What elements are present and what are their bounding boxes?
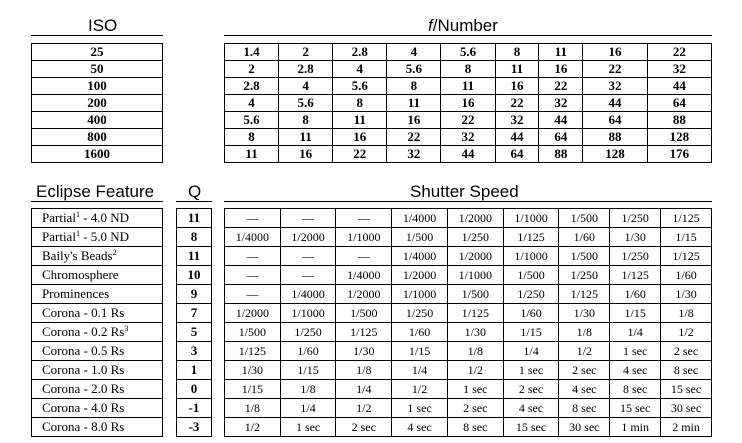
table-row [225,112,712,129]
table-row [225,95,712,112]
fnumber-cell: 128 [583,146,647,163]
fnumber-cell: 16 [495,78,539,95]
shutter-speed-cell: 1 sec [503,361,559,380]
table-row [32,361,163,380]
fnumber-cell: 22 [333,146,387,163]
shutter-speed-cell: 1/500 [336,304,392,323]
shutter-speed-cell: 1 sec [610,342,661,361]
shutter-speed-cell: — [225,247,281,266]
feature-name: Partial [42,229,76,244]
iso-cell: 25 [32,44,163,61]
feature-name: Corona - 4.0 Rs [42,400,125,415]
fnumber-cell: 88 [539,146,583,163]
shutter-speed-cell: 1/15 [503,323,559,342]
table-row [32,380,163,399]
shutter-speed-cell: — [336,209,392,228]
shutter-speed-cell: 1/8 [336,361,392,380]
shutter-speed-header: Shutter Speed [410,182,519,201]
table-row [32,78,163,95]
table-row [177,399,212,418]
fnumber-cell: 16 [441,95,495,112]
fnumber-cell: 11 [441,78,495,95]
table-row [225,418,712,437]
table-row [177,285,212,304]
q-cell: 3 [177,342,212,361]
shutter-speed-cell: 1/250 [610,247,661,266]
shutter-speed-cell: 4 sec [610,361,661,380]
shutter-speed-cell: 1/60 [503,304,559,323]
table-row [177,418,212,437]
shutter-speed-cell: 2 sec [336,418,392,437]
shutter-speed-cell: 1/250 [392,304,448,323]
shutter-speed-cell: 1/4 [503,342,559,361]
q-cell: -1 [177,399,212,418]
table-row [225,380,712,399]
table-row [177,342,212,361]
footnote-marker: 3 [124,324,129,333]
shutter-speed-cell: — [225,209,281,228]
shutter-speed-cell: 2 sec [503,380,559,399]
shutter-speed-cell: 1/2 [661,323,712,342]
q-cell: 1 [177,361,212,380]
shutter-speed-cell: 1/1000 [280,304,336,323]
iso-header-rule [31,35,163,36]
shutter-speed-cell: 1/500 [392,228,448,247]
shutter-speed-cell: 1/4000 [225,228,281,247]
q-header-rule [176,201,212,202]
shutter-speed-cell: 1/4000 [392,209,448,228]
shutter-speed-cell: 1/30 [559,304,610,323]
shutter-speed-cell: 1/125 [336,323,392,342]
table-row [32,209,163,228]
fnumber-cell: 16 [387,112,441,129]
fnumber-cell: 44 [441,146,495,163]
fnumber-header [428,16,498,36]
shutter-speed-cell: 15 sec [610,399,661,418]
shutter-speed-cell: 1/500 [503,266,559,285]
table-row [32,146,163,163]
fnumber-cell: 11 [225,146,279,163]
table-row [225,209,712,228]
q-cell: 11 [177,247,212,266]
iso-cell: 100 [32,78,163,95]
iso-header: ISO [88,16,118,35]
shutter-speed-cell: 1/250 [610,209,661,228]
table-row [225,146,712,163]
table-row [32,112,163,129]
shutter-speed-cell: 2 min [661,418,712,437]
shutter-speed-cell: 1/250 [503,285,559,304]
shutter-speed-cell: 2 sec [559,361,610,380]
q-cell: 0 [177,380,212,399]
q-header: Q [188,182,202,201]
fnumber-cell: 11 [279,129,333,146]
q-cell: 10 [177,266,212,285]
fnumber-cell: 44 [583,95,647,112]
shutter-speed-cell: 1/15 [225,380,281,399]
fnumber-cell: 22 [441,112,495,129]
shutter-speed-cell: — [280,266,336,285]
table-row [32,266,163,285]
table-row [32,285,163,304]
fnumber-cell: 11 [333,112,387,129]
fnumber-header-rule [224,35,712,36]
iso-cell: 400 [32,112,163,129]
table-row [225,266,712,285]
shutter-speed-cell: 1/4 [392,361,448,380]
table-row [225,228,712,247]
shutter-speed-cell: 1/15 [610,304,661,323]
fnumber-cell: 22 [539,78,583,95]
shutter-speed-cell: 1/500 [447,285,503,304]
shutter-speed-cell: 1/60 [559,228,610,247]
shutter-speed-cell: 8 sec [661,361,712,380]
fnumber-cell: 32 [583,78,647,95]
feature-name-suffix: - 4.0 ND [79,210,130,225]
shutter-speed-cell: 1/125 [559,285,610,304]
eclipse-feature-header: Eclipse Feature [36,182,155,201]
fnumber-cell: 5.6 [441,44,495,61]
feature-name: Corona - 8.0 Rs [42,419,125,434]
table-row [32,304,163,323]
shutter-speed-cell: 1/250 [280,323,336,342]
shutter-speed-cell: 1/2 [447,361,503,380]
shutter-speed-cell: 1/1000 [392,285,448,304]
feature-name-cell [32,361,163,380]
feature-name: Baily's Beads [42,248,113,263]
fnumber-cell: 2 [279,44,333,61]
feature-name-cell [32,285,163,304]
feature-name-cell [32,266,163,285]
footnote-marker: 2 [112,248,117,257]
shutter-speed-cell: 1/125 [503,228,559,247]
fnumber-cell: 22 [495,95,539,112]
feature-name-cell [32,209,163,228]
q-table [176,208,212,437]
shutter-speed-header-rule [224,201,712,202]
shutter-speed-cell: 1/4 [610,323,661,342]
fnumber-cell: 16 [279,146,333,163]
shutter-speed-cell: 1/4 [280,399,336,418]
fnumber-cell: 128 [647,129,711,146]
fnumber-header-rest: /Number [432,16,498,35]
feature-name: Prominences [42,286,110,301]
fnumber-cell: 22 [647,44,711,61]
fnumber-table [224,43,712,163]
shutter-speed-cell: 1/60 [661,266,712,285]
fnumber-cell: 8 [387,78,441,95]
q-cell: 8 [177,228,212,247]
shutter-speed-cell: 1/125 [661,209,712,228]
table-row [32,95,163,112]
table-row [177,361,212,380]
shutter-speed-cell: 1/30 [447,323,503,342]
table-row [177,323,212,342]
feature-name-cell [32,380,163,399]
shutter-speed-cell: 1/8 [559,323,610,342]
shutter-speed-cell: 15 sec [661,380,712,399]
shutter-speed-cell: 30 sec [661,399,712,418]
fnumber-cell: 8 [441,61,495,78]
fnumber-cell: 32 [647,61,711,78]
shutter-speed-cell: — [280,247,336,266]
table-row [32,129,163,146]
fnumber-cell: 88 [647,112,711,129]
fnumber-cell: 1.4 [225,44,279,61]
shutter-speed-cell: 30 sec [559,418,610,437]
fnumber-cell: 2.8 [279,61,333,78]
shutter-speed-cell: 1/2000 [280,228,336,247]
iso-cell: 50 [32,61,163,78]
shutter-speed-cell: 1/2000 [336,285,392,304]
shutter-speed-cell: 1/30 [225,361,281,380]
q-cell: 7 [177,304,212,323]
feature-name-cell [32,247,163,266]
fnumber-cell: 32 [441,129,495,146]
feature-name-suffix: - 5.0 ND [79,229,130,244]
feature-name: Corona - 2.0 Rs [42,381,125,396]
fnumber-cell: 44 [495,129,539,146]
feature-name-cell [32,418,163,437]
table-row [225,129,712,146]
table-row [225,247,712,266]
shutter-speed-cell: 1/2000 [447,247,503,266]
shutter-speed-cell: 1/15 [280,361,336,380]
table-row [32,399,163,418]
table-row [225,44,712,61]
fnumber-cell: 22 [583,61,647,78]
feature-name: Corona - 1.0 Rs [42,362,125,377]
fnumber-cell: 8 [333,95,387,112]
shutter-speed-cell: 1/2000 [225,304,281,323]
q-cell: 11 [177,209,212,228]
shutter-speed-cell: 1/4 [336,380,392,399]
fnumber-cell: 64 [539,129,583,146]
shutter-speed-cell: 1/30 [336,342,392,361]
fnumber-cell: 32 [495,112,539,129]
fnumber-cell: 16 [539,61,583,78]
table-row [32,323,163,342]
feature-name-cell [32,342,163,361]
feature-name-cell [32,228,163,247]
fnumber-cell: 32 [387,146,441,163]
shutter-speed-cell: 1/500 [559,247,610,266]
fnumber-cell: 4 [333,61,387,78]
fnumber-cell: 8 [279,112,333,129]
fnumber-cell: 5.6 [279,95,333,112]
shutter-speed-cell: — [225,285,281,304]
table-row [177,228,212,247]
fnumber-cell: 2.8 [333,44,387,61]
footnote-marker: 1 [75,210,80,219]
fnumber-cell: 16 [583,44,647,61]
shutter-speed-cell: 1/30 [661,285,712,304]
fnumber-cell: 8 [225,129,279,146]
shutter-speed-cell: 1/60 [280,342,336,361]
footnote-marker: 1 [75,229,80,238]
shutter-speed-cell: 1/250 [447,228,503,247]
fnumber-cell: 5.6 [225,112,279,129]
shutter-speed-cell: 1/15 [392,342,448,361]
table-row [32,418,163,437]
shutter-speed-cell: 8 sec [559,399,610,418]
fnumber-cell: 176 [647,146,711,163]
table-row [177,304,212,323]
table-row [225,61,712,78]
feature-name-cell [32,323,163,342]
shutter-speed-cell: 1/2 [225,418,281,437]
table-row [225,304,712,323]
feature-name: Chromosphere [42,267,119,282]
shutter-speed-cell: 8 sec [610,380,661,399]
q-cell: 9 [177,285,212,304]
shutter-speed-cell: 4 sec [503,399,559,418]
eclipse-feature-header-rule [31,201,163,202]
iso-cell: 800 [32,129,163,146]
table-row [225,342,712,361]
iso-table [31,43,163,163]
table-row [225,323,712,342]
fnumber-header-f: f [428,16,433,35]
shutter-speed-cell: 1/4000 [392,247,448,266]
shutter-speed-cell: 1 sec [280,418,336,437]
shutter-speed-cell: 1/8 [661,304,712,323]
shutter-speed-cell: 1 min [610,418,661,437]
shutter-speed-cell: 1/1000 [503,209,559,228]
table-row [225,399,712,418]
table-row [177,380,212,399]
table-row [32,44,163,61]
table-row [177,266,212,285]
shutter-speed-cell: 1/2000 [392,266,448,285]
iso-cell: 1600 [32,146,163,163]
shutter-speed-table [224,208,712,437]
fnumber-cell: 5.6 [387,61,441,78]
fnumber-cell: 16 [333,129,387,146]
fnumber-cell: 44 [647,78,711,95]
fnumber-cell: 2.8 [225,78,279,95]
shutter-speed-cell: 2 sec [447,399,503,418]
shutter-speed-cell: 1/1000 [447,266,503,285]
shutter-speed-cell: — [336,247,392,266]
shutter-speed-cell: 1/8 [280,380,336,399]
table-row [32,342,163,361]
fnumber-cell: 22 [387,129,441,146]
shutter-speed-cell: — [280,209,336,228]
table-row [177,247,212,266]
shutter-speed-cell: 1/125 [610,266,661,285]
fnumber-cell: 8 [495,44,539,61]
table-row [225,361,712,380]
shutter-speed-cell: 1/125 [447,304,503,323]
shutter-speed-cell: 1/2000 [447,209,503,228]
fnumber-cell: 4 [279,78,333,95]
fnumber-cell: 64 [647,95,711,112]
table-row [32,228,163,247]
shutter-speed-cell: 1/4000 [280,285,336,304]
shutter-speed-cell: 8 sec [447,418,503,437]
fnumber-cell: 88 [583,129,647,146]
shutter-speed-cell: 4 sec [559,380,610,399]
feature-name-cell [32,304,163,323]
shutter-speed-cell: 1/2 [559,342,610,361]
shutter-speed-cell: 1/60 [610,285,661,304]
table-row [225,78,712,95]
q-cell: -3 [177,418,212,437]
feature-name: Corona - 0.5 Rs [42,343,125,358]
fnumber-cell: 4 [225,95,279,112]
q-cell: 5 [177,323,212,342]
fnumber-cell: 11 [387,95,441,112]
fnumber-cell: 64 [495,146,539,163]
shutter-speed-cell: 2 sec [661,342,712,361]
shutter-speed-cell: 1/2 [336,399,392,418]
shutter-speed-cell: 1/30 [610,228,661,247]
fnumber-cell: 11 [495,61,539,78]
table-row [32,247,163,266]
shutter-speed-cell: 1/2 [392,380,448,399]
feature-name: Corona - 0.2 Rs [42,324,125,339]
table-row [32,61,163,78]
fnumber-cell: 64 [583,112,647,129]
fnumber-cell: 2 [225,61,279,78]
shutter-speed-cell: 1/8 [225,399,281,418]
shutter-speed-cell: 1/4000 [336,266,392,285]
shutter-speed-cell: 1/60 [392,323,448,342]
shutter-speed-cell: 1/500 [225,323,281,342]
fnumber-cell: 44 [539,112,583,129]
fnumber-cell: 4 [387,44,441,61]
fnumber-cell: 11 [539,44,583,61]
table-row [177,209,212,228]
fnumber-cell: 5.6 [333,78,387,95]
shutter-speed-cell: — [225,266,281,285]
table-row [225,285,712,304]
shutter-speed-cell: 1/125 [661,247,712,266]
shutter-speed-cell: 1 sec [392,399,448,418]
shutter-speed-cell: 1/500 [559,209,610,228]
shutter-speed-cell: 1/1000 [336,228,392,247]
shutter-speed-cell: 1 sec [447,380,503,399]
shutter-speed-cell: 15 sec [503,418,559,437]
feature-name-cell [32,399,163,418]
feature-name: Corona - 0.1 Rs [42,305,125,320]
iso-cell: 200 [32,95,163,112]
shutter-speed-cell: 1/125 [225,342,281,361]
shutter-speed-cell: 1/15 [661,228,712,247]
feature-name: Partial [42,210,76,225]
shutter-speed-cell: 4 sec [392,418,448,437]
shutter-speed-cell: 1/1000 [503,247,559,266]
fnumber-cell: 32 [539,95,583,112]
shutter-speed-cell: 1/250 [559,266,610,285]
shutter-speed-cell: 1/8 [447,342,503,361]
eclipse-feature-table [31,208,163,437]
